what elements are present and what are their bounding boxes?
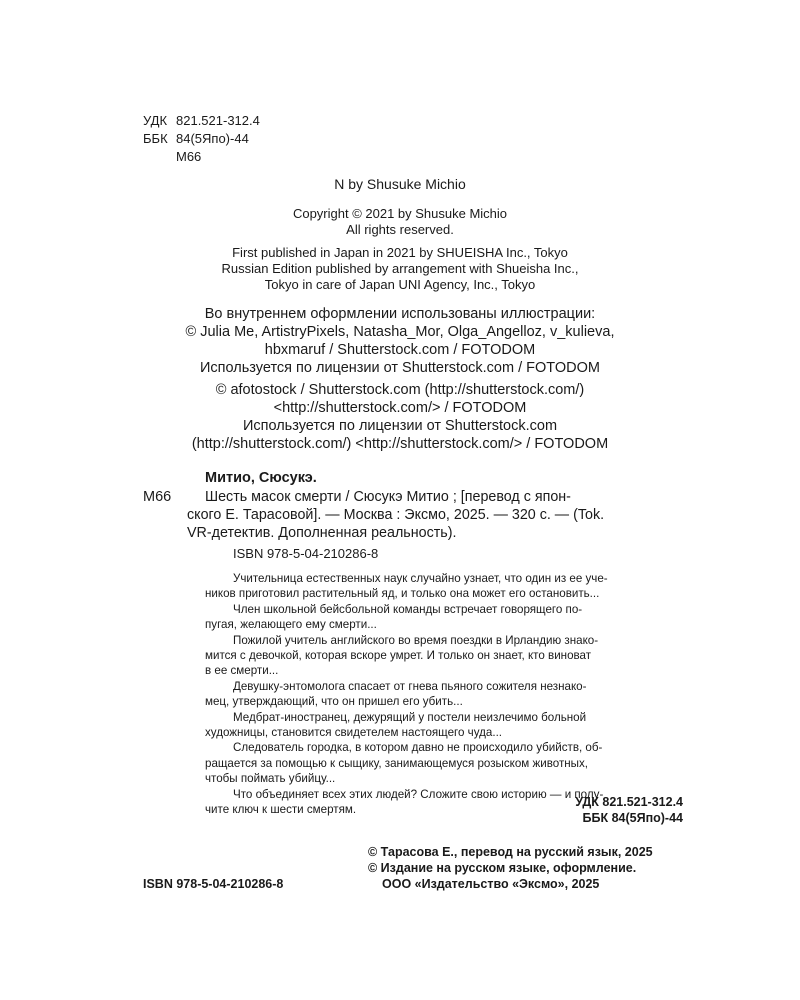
publication-line: Russian Edition published by arrangement with Shueisha Inc., (221, 261, 579, 276)
annotation-line: Член школьной бейсбольной команды встречает говорящего по- (233, 602, 583, 616)
annotation-line: Учительница естественных наук случайно узнает, что один из ее уче- (233, 572, 608, 585)
copyright-line: Copyright © 2021 by Shusuke Michio (292, 206, 508, 221)
annotation-line: художницы, становится свидетелем настоящего чуда... (205, 726, 503, 740)
annotation (205, 571, 608, 818)
illustrations-line: Во внутреннем оформлении использованы иллюстрации: (204, 306, 596, 322)
bib-description (187, 488, 605, 542)
illustrations2-line: Используется по лицензии от Shutterstock.com (242, 418, 558, 434)
annotation-line: Медбрат-иностранец, дежурящий у постели неизлечимо больной (233, 710, 587, 724)
footer-copyright-line: ООО «Издательство «Эксмо», 2025 (382, 877, 600, 891)
bib-isbn: ISBN 978-5-04-210286-8 (233, 546, 379, 561)
publication-line: First published in Japan in 2021 by SHUEISHA Inc., Tokyo (232, 245, 568, 260)
annotation-line: в ее смерти... (205, 664, 279, 678)
annotation-line: чите ключ к шести смертям. (205, 803, 357, 817)
bib-desc-line: VR-детектив. Дополненная реальность). (187, 525, 457, 541)
original-title: N by Shusuke Michio (334, 176, 466, 192)
illustrations-line: Используется по лицензии от Shutterstock.com / FOTODOM (200, 360, 600, 376)
bbk-value: 84(5Япо)-44 (176, 131, 249, 146)
copyright-line: All rights reserved. (346, 222, 454, 237)
codes-right (575, 794, 683, 826)
annotation-line: Что объединяет всех этих людей? Сложите свою историю — и полу- (233, 787, 604, 801)
author-mark: М66 (176, 149, 202, 164)
bib-author: Митио, Сюсукэ. (205, 470, 317, 486)
footer-copyright-line: © Издание на русском языке, оформление. (368, 861, 637, 875)
annotation-line: Пожилой учитель английского во время поездки в Ирландию знако- (233, 633, 599, 647)
udk-value: 821.521-312.4 (176, 113, 260, 128)
bib-desc-line: ского Е. Тарасовой]. — Москва : Эксмо, 2025. — 320 с. — (Tok. (187, 507, 605, 523)
illustrations-line: hbxmaruf / Shutterstock.com / FOTODOM (264, 342, 536, 358)
annotation-line: ращается за помощью к сыщику, занимающемуся розыском животных, (205, 756, 589, 770)
illustrations2-line: © afotostock / Shutterstock.com (http://shutterstock.com/) (215, 382, 585, 398)
illustrations2-block (143, 381, 657, 453)
annotation-line: мится с девочкой, которая вскоре умрет. И только он знает, кто виноват (205, 649, 592, 663)
illustrations-block (143, 305, 657, 377)
annotation-line: мец, утверждающий, что он пришел его убить... (205, 695, 463, 709)
annotation-line: Следователь городка, в котором давно не происходило убийств, об- (233, 741, 603, 755)
illustrations2-line: (http://shutterstock.com/) <http://shutterstock.com/> / FOTODOM (191, 436, 609, 452)
footer-isbn: ISBN 978-5-04-210286-8 (143, 877, 284, 891)
publication-block (143, 245, 657, 293)
annotation-line: Девушку-энтомолога спасает от гнева пьяного сожителя незнако- (233, 679, 587, 693)
annotation-line: чтобы поймать убийцу... (205, 772, 336, 786)
udk-label: УДК (143, 113, 168, 128)
bbk-label: ББК (143, 131, 168, 146)
bib-mark: М66 (143, 489, 172, 505)
illustrations-line: © Julia Me, ArtistryPixels, Natasha_Mor, Olga_Angelloz, v_kulieva, (185, 324, 615, 340)
annotation-line: ников приготовил растительный яд, и только она может его остановить... (205, 587, 600, 601)
bbk-code: ББК 84(5Япо)-44 (582, 811, 683, 825)
illustrations2-line: <http://shutterstock.com/> / FOTODOM (273, 400, 527, 416)
footer-copyright (368, 844, 653, 892)
footer-copyright-line: © Тарасова Е., перевод на русский язык, 2025 (368, 845, 653, 859)
udk-code: УДК 821.521-312.4 (575, 795, 683, 809)
publication-line: Tokyo in care of Japan UNI Agency, Inc., Tokyo (264, 277, 536, 292)
copyright-block (143, 206, 657, 238)
bib-desc-line: Шесть масок смерти / Сюсукэ Митио ; [перевод с япон- (205, 489, 571, 505)
annotation-line: пугая, желающего ему смерти... (205, 618, 377, 632)
